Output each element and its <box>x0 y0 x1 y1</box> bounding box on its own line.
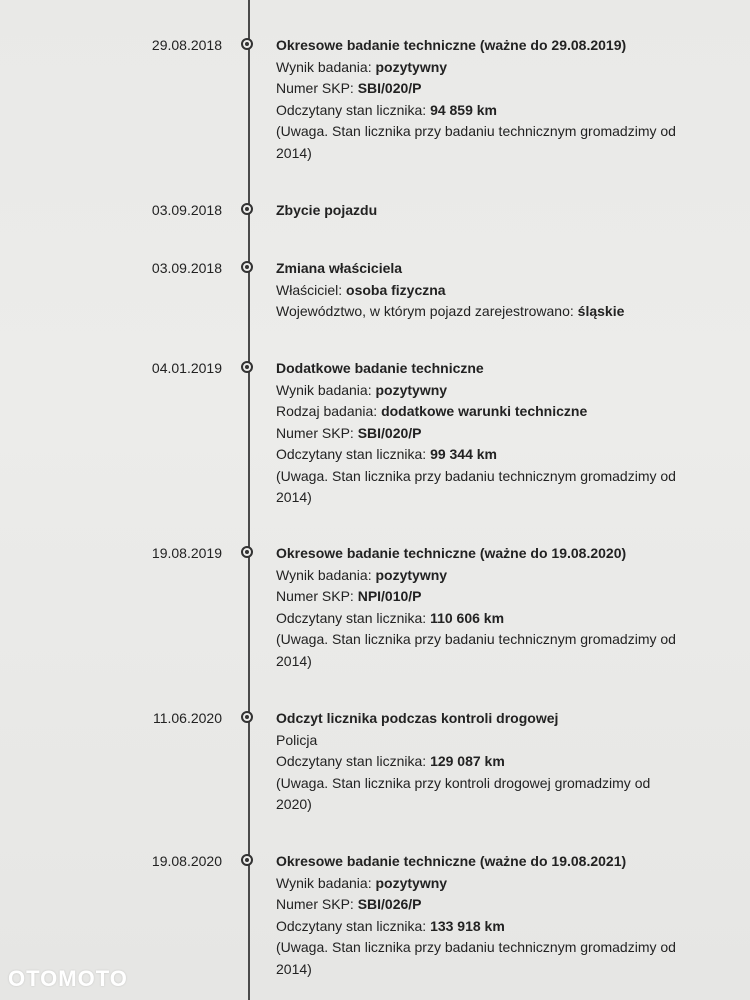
event-title: Zmiana właściciela <box>276 260 403 276</box>
event-date: 11.06.2020 <box>152 710 222 726</box>
note-line: 2020) <box>276 796 312 812</box>
region-row <box>276 301 706 323</box>
skp-value: NPI/010/P <box>357 588 422 604</box>
odometer-row <box>276 751 706 773</box>
odometer-row <box>276 608 706 630</box>
event-date: 29.08.2018 <box>151 37 222 53</box>
result-row <box>276 873 706 895</box>
skp-row <box>276 78 706 100</box>
region-value: śląskie <box>577 303 625 319</box>
type-label: Rodzaj badania: <box>276 403 382 419</box>
skp-row <box>276 423 706 445</box>
result-label: Wynik badania: <box>276 58 376 75</box>
event-title: Okresowe badanie techniczne (ważne do 19.08.2020) <box>276 545 627 561</box>
odometer-row <box>276 916 706 938</box>
odometer-label: Odczytany stan licznika: <box>276 446 431 462</box>
event-date: 03.09.2018 <box>151 260 222 276</box>
odometer-value: 99 344 km <box>430 446 498 462</box>
region-label: Województwo, w którym pojazd zarejestrowano: <box>276 303 578 319</box>
result-row <box>276 380 706 402</box>
timeline-dot-icon <box>241 361 253 373</box>
skp-label: Numer SKP: <box>276 588 358 604</box>
result-label: Wynik badania: <box>276 381 376 398</box>
result-value: pozytywny <box>375 381 448 398</box>
note-line: (Uwaga. Stan licznika przy badaniu technicznym gromadzimy od <box>276 631 676 647</box>
owner-value: osoba fizyczna <box>346 281 446 298</box>
timeline-dot-icon <box>241 203 253 215</box>
result-value: pozytywny <box>375 874 448 891</box>
odometer-label: Odczytany stan licznika: <box>276 917 431 934</box>
skp-value: SBI/020/P <box>357 80 422 96</box>
odometer-value: 110 606 km <box>430 609 505 626</box>
skp-label: Numer SKP: <box>276 80 358 96</box>
event-date: 03.09.2018 <box>151 202 222 218</box>
event-title: Okresowe badanie techniczne (ważne do 29.08.2019) <box>276 37 627 53</box>
note-line: (Uwaga. Stan licznika przy badaniu technicznym gromadzimy od <box>276 467 676 484</box>
result-value: pozytywny <box>375 566 448 583</box>
event-details <box>276 258 706 323</box>
note-line: 2014) <box>276 960 312 977</box>
result-label: Wynik badania: <box>276 874 376 891</box>
event-details <box>276 35 706 164</box>
event-title: Zbycie pojazdu <box>276 202 378 218</box>
otomoto-watermark: OTOMOTO <box>8 966 128 991</box>
timeline-dot-icon <box>241 546 253 558</box>
note-line: (Uwaga. Stan licznika przy badaniu technicznym gromadzimy od <box>276 939 676 955</box>
odometer-label: Odczytany stan licznika: <box>276 609 431 626</box>
event-date: 19.08.2020 <box>151 853 222 869</box>
result-row <box>276 565 706 587</box>
event-details <box>276 543 706 672</box>
event-details <box>276 708 706 816</box>
timeline-line <box>248 0 250 1000</box>
timeline-dot-icon <box>241 261 253 273</box>
timeline-dot-icon <box>241 711 253 723</box>
odometer-label: Odczytany stan licznika: <box>276 101 431 118</box>
event-date: 19.08.2019 <box>151 545 222 561</box>
timeline-dot-icon <box>241 38 253 50</box>
odometer-row <box>276 444 706 466</box>
note-line: (Uwaga. Stan licznika przy badaniu technicznym gromadzimy od <box>276 123 676 139</box>
skp-row <box>276 894 706 916</box>
note-line: 2014) <box>276 652 312 669</box>
event-details <box>276 200 706 222</box>
skp-label: Numer SKP: <box>276 896 358 912</box>
event-details <box>276 851 706 980</box>
odometer-row <box>276 100 706 122</box>
result-label: Wynik badania: <box>276 566 376 583</box>
skp-value: SBI/026/P <box>357 896 422 912</box>
event-details <box>276 358 706 509</box>
skp-label: Numer SKP: <box>276 424 358 441</box>
type-value: dodatkowe warunki techniczne <box>381 403 588 419</box>
event-title: Odczyt licznika podczas kontroli drogowej <box>276 710 559 726</box>
odometer-value: 129 087 km <box>430 753 505 769</box>
note-line: (Uwaga. Stan licznika przy kontroli drogowej gromadzimy od <box>276 774 651 791</box>
event-title: Dodatkowe badanie techniczne <box>276 360 484 376</box>
timeline-dot-icon <box>241 854 253 866</box>
skp-row <box>276 586 706 608</box>
odometer-label: Odczytany stan licznika: <box>276 753 431 769</box>
result-value: pozytywny <box>375 58 448 75</box>
source-row: Policja <box>276 731 318 748</box>
odometer-value: 133 918 km <box>430 917 505 934</box>
skp-value: SBI/020/P <box>357 424 422 441</box>
event-title: Okresowe badanie techniczne (ważne do 19.08.2021) <box>276 853 627 869</box>
owner-row <box>276 280 706 302</box>
note-line: 2014) <box>276 144 312 161</box>
event-date: 04.01.2019 <box>151 360 222 376</box>
type-row <box>276 401 706 423</box>
note-line: 2014) <box>276 489 312 505</box>
odometer-value: 94 859 km <box>430 101 498 118</box>
result-row <box>276 57 706 79</box>
owner-label: Właściciel: <box>276 281 347 298</box>
